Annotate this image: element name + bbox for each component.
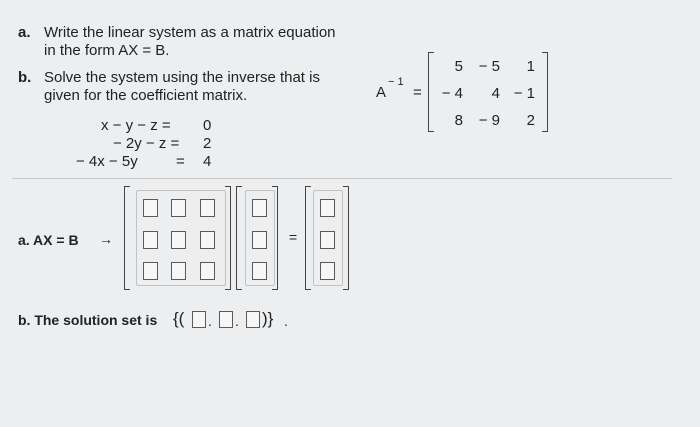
- matrix-a-input-r2c2[interactable]: [171, 231, 186, 249]
- inverse-cell-r2c1: − 4: [441, 85, 463, 102]
- solution-z-input[interactable]: [246, 311, 260, 328]
- arrow-icon: →: [99, 231, 113, 247]
- matrix-a-left-bracket: [124, 186, 130, 290]
- inverse-matrix-letter: A: [376, 84, 387, 101]
- inverse-cell-r1c2: − 5: [478, 58, 500, 75]
- solution-separator-2: .: [235, 313, 239, 329]
- section-divider: [12, 178, 672, 179]
- vector-x-input-3[interactable]: [252, 262, 267, 280]
- part-a-letter: a.: [18, 24, 31, 41]
- vector-b-input-1[interactable]: [320, 199, 335, 217]
- matrix-a-input-r1c2[interactable]: [171, 199, 186, 217]
- vector-b-right-bracket: [343, 186, 349, 290]
- matrix-a-input-r2c1[interactable]: [143, 231, 158, 249]
- inverse-matrix-right-bracket: [542, 52, 548, 132]
- inverse-matrix-equals: =: [413, 84, 422, 101]
- inverse-cell-r2c3: − 1: [513, 85, 535, 102]
- equation-2-lhs: − 2y − z =: [113, 135, 180, 152]
- equation-3-equals: =: [176, 153, 185, 170]
- matrix-a-input-r1c3[interactable]: [200, 199, 215, 217]
- inverse-cell-r3c1: 8: [454, 112, 463, 129]
- solution-set-close-braces: )}: [262, 309, 274, 328]
- inverse-matrix-left-bracket: [428, 52, 434, 132]
- part-a-text-line2: in the form AX = B.: [44, 42, 170, 59]
- part-b-text-line1: Solve the system using the inverse that is: [44, 69, 320, 86]
- answer-b-label: b. The solution set is: [18, 312, 158, 328]
- vector-b-input-2[interactable]: [320, 231, 335, 249]
- equation-1-rhs: 0: [203, 117, 212, 134]
- equation-3-rhs: 4: [203, 153, 212, 170]
- inverse-cell-r1c3: 1: [526, 58, 535, 75]
- equation-2-rhs: 2: [203, 135, 212, 152]
- answer-a-label: a. AX = B: [18, 232, 79, 248]
- part-b-letter: b.: [18, 69, 32, 86]
- matrix-a-input-r3c1[interactable]: [143, 262, 158, 280]
- matrix-a-input-r3c2[interactable]: [171, 262, 186, 280]
- solution-x-input[interactable]: [192, 311, 206, 328]
- matrix-a-input-r2c3[interactable]: [200, 231, 215, 249]
- inverse-cell-r2c2: 4: [491, 85, 500, 102]
- vector-x-left-bracket: [236, 186, 242, 290]
- equation-1-lhs: x − y − z =: [101, 117, 171, 134]
- inverse-cell-r3c3: 2: [526, 112, 535, 129]
- matrix-a-input-r1c1[interactable]: [143, 199, 158, 217]
- inverse-matrix-exponent: − 1: [388, 76, 404, 88]
- inverse-cell-r1c1: 5: [454, 58, 463, 75]
- part-a-text-line1: Write the linear system as a matrix equation: [44, 24, 336, 41]
- solution-y-input[interactable]: [219, 311, 233, 328]
- vector-b-input-3[interactable]: [320, 262, 335, 280]
- solution-set-open-braces: {(: [173, 309, 185, 328]
- vector-x-input-2[interactable]: [252, 231, 267, 249]
- solution-period: .: [284, 313, 288, 329]
- matrix-a-input-r3c3[interactable]: [200, 262, 215, 280]
- matrix-equation-equals: =: [289, 229, 298, 245]
- equation-3-lhs: − 4x − 5y: [76, 153, 138, 170]
- part-b-text-line2: given for the coefficient matrix.: [44, 87, 248, 104]
- vector-b-left-bracket: [305, 186, 311, 290]
- vector-x-input-1[interactable]: [252, 199, 267, 217]
- inverse-cell-r3c2: − 9: [478, 112, 500, 129]
- solution-separator-1: .: [208, 313, 212, 329]
